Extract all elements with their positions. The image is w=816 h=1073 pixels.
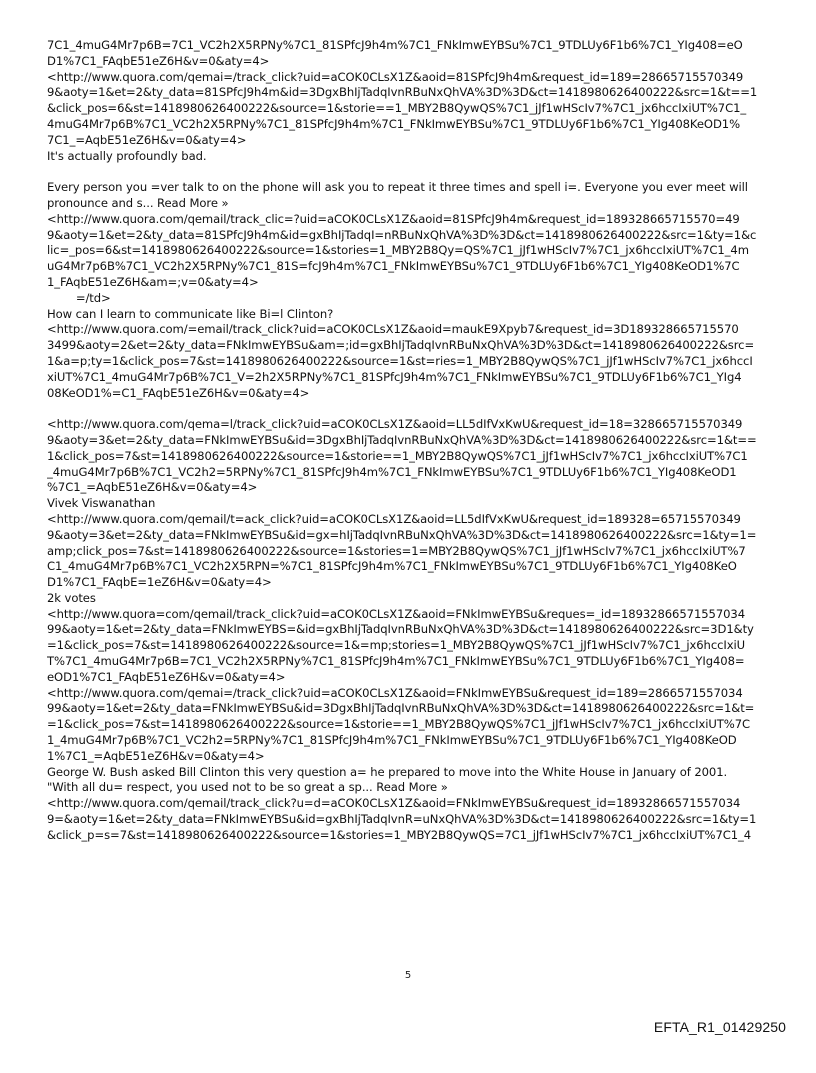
text-line: pronounce and s... Read More » xyxy=(47,195,229,210)
text-line: 99&aoty=1&et=2&ty_data=FNkImwEYBS=&id=gxBhIjTadqIvnRBuNxQhVA%3D%3D&ct=1418980626400222&src=3D1&ty xyxy=(47,622,754,637)
text-line: <http://www.quora.com/qemai=/track_click?uid=aCOK0CLsX1Z&aoid=81SPfcJ9h4m&request_id=189=28665715570349 xyxy=(47,69,744,84)
text-line: <http://www.quora.com/qemail/track_clic=?uid=aCOK0CLsX1Z&aoid=81SPfcJ9h4m&request_id=189328665715570=49 xyxy=(47,211,740,226)
text-line: xiUT%7C1_4muG4Mr7p6B%7C1_V=2h2X5RPNy%7C1_81SPfcJ9h4m%7C1_FNkImwEYBSu%7C1_9TDLUy6F1b6%7C1_YIg4 xyxy=(47,369,742,384)
text-line: Every person you =ver talk to on the phone will ask you to repeat it three times and spell i=. Everyone you ever meet will xyxy=(47,180,748,195)
text-line: uG4Mr7p6B%7C1_VC2h2X5RPNy%7C1_81S=fcJ9h4m%7C1_FNkImwEYBSu%7C1_9TDLUy6F1b6%7C1_YIg408KeOD1%7C xyxy=(47,259,740,274)
text-line: 9=&aoty=1&et=2&ty_data=FNkImwEYBSu&id=gxBhIjTadqIvnR=uNxQhVA%3D%3D&ct=1418980626400222&src=1&ty=1 xyxy=(47,812,757,827)
text-line: "With all du= respect, you used not to be so great a sp... Read More » xyxy=(47,780,448,795)
text-line: 9&aoty=3&et=2&ty_data=FNkImwEYBSu&id=gx=hIjTadqIvnRBuNxQhVA%3D%3D&ct=1418980626400222&src=1&ty=1= xyxy=(47,527,757,542)
text-line: 7C1_=AqbE51eZ6H&v=0&aty=4> xyxy=(47,132,247,147)
text-line: C1_4muG4Mr7p6B%7C1_VC2h2X5RPN=%7C1_81SPfcJ9h4m%7C1_FNkImwEYBSu%7C1_9TDLUy6F1b6%7C1_YIg408KeO xyxy=(47,559,737,574)
text-line: 1_4muG4Mr7p6B%7C1_VC2h2=5RPNy%7C1_81SPfcJ9h4m%7C1_FNkImwEYBSu%7C1_9TDLUy6F1b6%7C1_YIg408KeOD xyxy=(47,733,737,748)
text-line: _4muG4Mr7p6B%7C1_VC2h2=5RPNy%7C1_81SPfcJ9h4m%7C1_FNkImwEYBSu%7C1_9TDLUy6F1b6%7C1_YIg408KeOD1 xyxy=(47,464,737,479)
text-line: How can I learn to communicate like Bi=l Clinton? xyxy=(47,306,334,321)
text-line: &click_pos=6&st=1418980626400222&source=1&storie==1_MBY2B8QywQS%7C1_jJf1wHScIv7%7C1_jx6hccIxiUT%7C1_ xyxy=(47,101,747,116)
text-line: George W. Bush asked Bill Clinton this very question a= he prepared to move into the White House in January of 2001. xyxy=(47,764,728,779)
text-line: 9&aoty=1&et=2&ty_data=81SPfcJ9h4m&id=3DgxBhIjTadqIvnRBuNxQhVA%3D%3D&ct=1418980626400222&src=1&t==1 xyxy=(47,85,758,100)
text-line: <http://www.quora.com/qemail/track_click?u=d=aCOK0CLsX1Z&aoid=FNkImwEYBSu&request_id=18932866571557034 xyxy=(47,796,741,811)
text-line: =1&click_pos=7&st=1418980626400222&source=1&storie==1_MBY2B8QywQS%7C1_jJf1wHScIv7%7C1_jx6hccIxiUT%7C xyxy=(47,717,751,732)
text-line: 08KeOD1%=C1_FAqbE51eZ6H&v=0&aty=4> xyxy=(47,385,310,400)
text-line: Vivek Viswanathan xyxy=(47,496,156,511)
text-line: 9&aoty=1&et=2&ty_data=81SPfcJ9h4m&id=gxBhIjTadqI=nRBuNxQhVA%3D%3D&ct=1418980626400222&src=1&ty=1&c xyxy=(47,227,757,242)
page-number: 5 xyxy=(404,970,412,981)
text-line: 1&click_pos=7&st=1418980626400222&source=1&storie==1_MBY2B8QywQS%7C1_jJf1wHScIv7%7C1_jx6hccIxiUT%7C1 xyxy=(47,448,748,463)
text-line: It's actually profoundly bad. xyxy=(47,148,207,163)
text-line: eOD1%7C1_FAqbE51eZ6H&v=0&aty=4> xyxy=(47,669,286,684)
text-line: 99&aoty=1&et=2&ty_data=FNkImwEYBSu&id=3DgxBhIjTadqIvnRBuNxQhVA%3D%3D&ct=1418980626400222&src=1&t= xyxy=(47,701,755,716)
text-line: =/td> xyxy=(47,290,111,305)
text-line: lic=_pos=6&st=1418980626400222&source=1&stories=1_MBY2B8Qy=QS%7C1_jJf1wHScIv7%7C1_jx6hccIxiUT%7C1_4m xyxy=(47,243,749,258)
document-body xyxy=(47,38,772,844)
text-line: <http://www.quora.com/qemai=/track_click?uid=aCOK0CLsX1Z&aoid=FNkImwEYBSu&request_id=189=2866571557034 xyxy=(47,685,743,700)
text-line: 1&a=p;ty=1&click_pos=7&st=1418980626400222&source=1&st=ries=1_MBY2B8QywQS%7C1_jJf1wHScIv7%7C1_jx6hccI xyxy=(47,353,753,368)
blank-line xyxy=(47,401,772,417)
text-line: 2k votes xyxy=(47,590,96,605)
text-line: 4muG4Mr7p6B%7C1_VC2h2X5RPNy%7C1_81SPfcJ9h4m%7C1_FNkImwEYBSu%7C1_9TDLUy6F1b6%7C1_YIg408KeOD1% xyxy=(47,116,741,131)
text-line: amp;click_pos=7&st=1418980626400222&source=1&stories=1=MBY2B8QywQS%7C1_jJf1wHScIv7%7C1_jx6hccIxiUT%7 xyxy=(47,543,746,558)
text-line: &click_p=s=7&st=1418980626400222&source=1&stories=1_MBY2B8QywQS=7C1_jJf1wHScIv7%7C1_jx6hccIxiUT%7C1_4 xyxy=(47,827,752,842)
blank-line xyxy=(47,164,772,180)
bates-number: EFTA_R1_01429250 xyxy=(653,1019,786,1035)
text-line: %7C1_=AqbE51eZ6H&v=0&aty=4> xyxy=(47,480,258,495)
text-line: =1&click_pos=7&st=1418980626400222&source=1&=mp;stories=1_MBY2B8QywQS%7C1_jJf1wHScIv7%7C1_jx6hccIxiU xyxy=(47,638,746,653)
text-line: T%7C1_4muG4Mr7p6B=7C1_VC2h2X5RPNy%7C1_81SPfcJ9h4m%7C1_FNkImwEYBSu%7C1_9TDLUy6F1b6%7C1_YIg408= xyxy=(47,654,745,669)
text-line: 1%7C1_=AqbE51eZ6H&v=0&aty=4> xyxy=(47,748,265,763)
text-line: 1_FAqbE51eZ6H&am=;v=0&aty=4> xyxy=(47,274,259,289)
text-line: <http://www.quora.com/qemail/t=ack_click?uid=aCOK0CLsX1Z&aoid=LL5dIfVxKwU&request_id=189328=65715570349 xyxy=(47,511,741,526)
text-line: 7C1_4muG4Mr7p6B=7C1_VC2h2X5RPNy%7C1_81SPfcJ9h4m%7C1_FNkImwEYBSu%7C1_9TDLUy6F1b6%7C1_YIg408=eO xyxy=(47,38,743,52)
text-line: D1%7C1_FAqbE51eZ6H&v=0&aty=4> xyxy=(47,53,270,68)
text-line: D1%7C1_FAqbE=1eZ6H&v=0&aty=4> xyxy=(47,575,272,590)
text-line: 9&aoty=3&et=2&ty_data=FNkImwEYBSu&id=3DgxBhIjTadqIvnRBuNxQhVA%3D%3D&ct=1418980626400222&src=1&t== xyxy=(47,432,757,447)
text-line: <http://www.quora.com/=email/track_click?uid=aCOK0CLsX1Z&aoid=maukE9Xpyb7&request_id=3D189328665715570 xyxy=(47,322,739,337)
text-line: 3499&aoty=2&et=2&ty_data=FNkImwEYBSu&am=;id=gxBhIjTadqIvnRBuNxQhVA%3D%3D&ct=1418980626400222&src= xyxy=(47,338,755,353)
text-line: <http://www.quora=com/qemail/track_click?uid=aCOK0CLsX1Z&aoid=FNkImwEYBSu&reques=_id=18932866571557034 xyxy=(47,606,746,621)
text-line: <http://www.quora.com/qema=l/track_click?uid=aCOK0CLsX1Z&aoid=LL5dIfVxKwU&request_id=18=328665715570349 xyxy=(47,417,743,432)
